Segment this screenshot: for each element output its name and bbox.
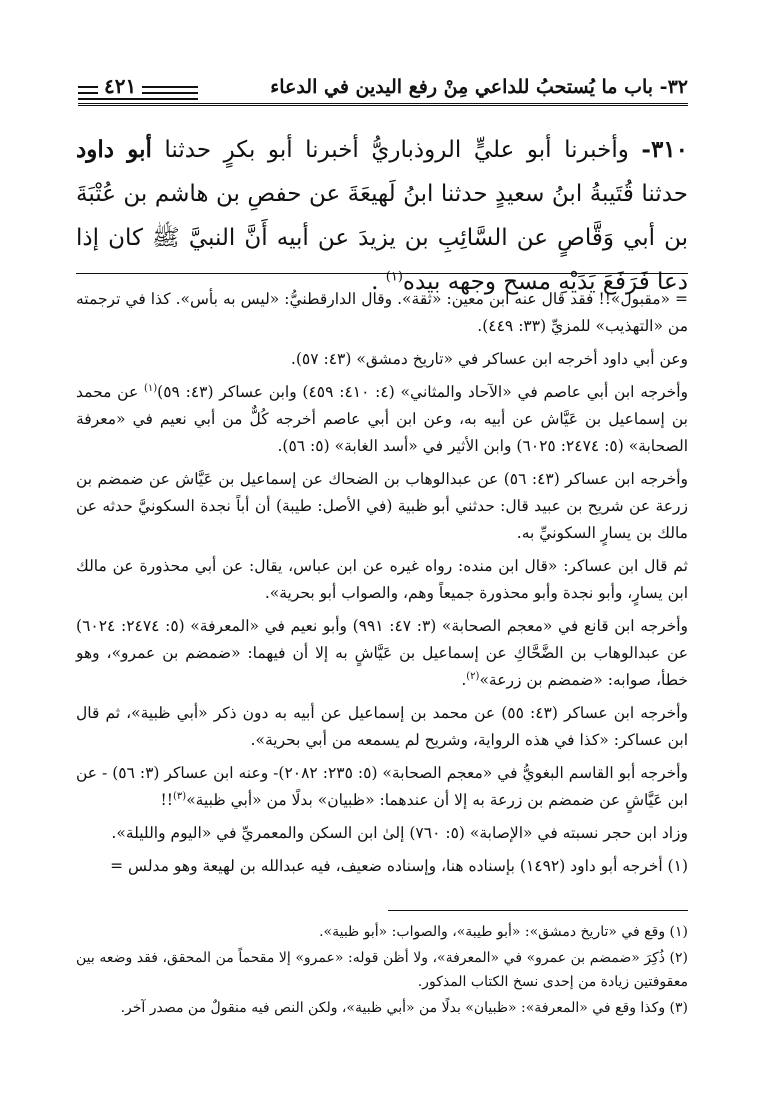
footnote-divider [388, 910, 688, 911]
chapter-title: ٣٢- باب ما يُستحبُ للداعي مِنْ رفع اليدين في الدعاء [270, 76, 688, 98]
commentary-paragraph: وأخرجه ابن قانع في «معجم الصحابة» (٣: ٤٧: ٩٩١) وأبو نعيم في «المعرفة» (٥: ٢٤٧٤: ٦٠٢٤) عن عبدالوهاب بن الضَّحَّاكِ عن إسماعيل بن عَيَّاشٍ به إلا أن فيهما: «ضمضم بن عمرو»، وهو خطأ، صوابه: «ضمضم بن زرعة»$^{(٢)}$. [76, 617, 689, 689]
footnote-ref: (١) [143, 382, 158, 394]
main-text [76, 128, 688, 304]
commentary-paragraph: = «مقبول»!! فقد قال عنه ابن معين: «ثقة». وقال الدارقطنيُّ: «ليس به بأس». كذا في ترجمته من «التهذيب» للمزيِّ (٣٣: ٤٤٩). [76, 290, 688, 335]
page-number-box [78, 76, 198, 110]
commentary-paragraph: وأخرجه أبو القاسم البغويُّ في «معجم الصحابة» (٥: ٢٣٥: ٢٠٨٢)- وعنه ابن عساكر (٣: ٥٦) - عن ابن عَيَّاشٍ عن ضمضم بن زرعة به إلا أن عندهما: «ظبيان» بدلًا من «أبي ظبية»$^{(٣)}$!! [76, 764, 689, 809]
hadith-number: ٣١٠- [641, 136, 688, 163]
main-text-part1: وأخبرنا أبو عليٍّ الروذباريُّ أخبرنا أبو بكرٍ حدثنا [151, 137, 642, 163]
commentary-paragraph: ثم قال ابن عساكر: «قال ابن منده: رواه غيره عن ابن عباس، يقال: عن أبي محذورة عن مالك ابن يسارٍ، وأبو نجدة وأبو محذورة جميعاً وهم، والصواب أبو بحرية». [76, 557, 688, 602]
commentary-paragraph: وأخرجه ابن أبي عاصم في «الآحاد والمثاني» (٤: ٤١٠: ٤٥٩) وابن عساكر (٤٣: ٥٩)$^{(١)}$ عن محمد بن إسماعيل بن عَيَّاش عن أبيه به، وعن ابن أبي عاصم أخرجه كُلٌّ من أبي نعيم في «معرفة الصحابة» (٥: ٢٤٧٤: ٦٠٢٥) وابن الأثير في «أسد الغابة» (٥: ٥٦). [76, 382, 689, 455]
commentary-paragraph: وأخرجه ابن عساكر (٤٣: ٥٥) عن محمد بن إسماعيل عن أبيه به دون ذكر «أبي ظبية»، ثم قال ابن عساكر: «كذا في هذه الرواية، وشريح لم يسمعه من أبي بحرية». [76, 704, 689, 749]
footnotes [76, 920, 688, 1022]
main-footnote-ref: (١) [385, 269, 403, 285]
page-number: ٤٢١ [98, 74, 142, 98]
footnote-2: (٢) ذُكِرَ «ضمضم بن عمرو» في «المعرفة»، ولا أظن قوله: «عمرو» إلا مقحماً من المحقق، فقد وضعه بين معقوفتين زيادة من إحدى نسخ الكتاب المذكور. [76, 950, 688, 990]
main-text-end: . [371, 269, 386, 295]
main-divider [76, 273, 688, 274]
page-header [78, 76, 688, 110]
commentary-paragraph: وعن أبي داود أخرجه ابن عساكر في «تاريخ دمشق» (٤٣: ٥٧). [290, 350, 688, 368]
main-text-part2: حدثنا قُتَيبةُ ابنُ سعيدٍ حدثنا ابنُ لَهيعَةَ عن حفصِ بن هاشم بن عُتْبَةَ بن أبي وَقَّاصٍ عن السَّائِبِ بن يزيدَ عن أبيه أَنَّ النبيَّ ﷺ كان إذا دعا فَرَفَعَ يَدَيْهِ مسح وجهه بيده [76, 181, 688, 295]
footnote-ref: (٣) [173, 790, 187, 802]
commentary-paragraph: وأخرجه ابن عساكر (٤٣: ٥٦) عن عبدالوهاب بن الضحاك عن إسماعيل بن عَيَّاش عن ضمضم بن زرعة عن شريح بن عبيد قال: حدثني أبو ظبية (في الأصل: طيبة) أن أباً نجدة السكونيَّ حدثه عن مالك بن يسارٍ السكونيِّ به. [76, 470, 688, 542]
main-text-bold-name: أبو داود [76, 136, 152, 163]
commentary-paragraph: (١) أخرجه أبو داود (١٤٩٢) بإسناده هنا، وإسناده ضعيف، فيه عبدالله بن لهيعة وهو مدلس = [110, 857, 688, 875]
footnote-ref: (٢) [466, 670, 480, 682]
commentary [76, 286, 688, 886]
commentary-paragraph: وزاد ابن حجر نسبته في «الإصابة» (٥: ٧٦٠) إلىٰ ابن السكن والمعمريِّ في «اليوم والليلة». [111, 824, 688, 842]
footnote-3: (٣) وكذا وقع في «المعرفة»: «ظبيان» بدلًا من «أبي ظبية»، ولكن النص فيه منقولٌ من مصدر آخر. [120, 1000, 688, 1016]
footnote-1: (١) وقع في «تاريخ دمشق»: «أبو طيبة»، والصواب: «أبو ظبية». [319, 924, 688, 940]
